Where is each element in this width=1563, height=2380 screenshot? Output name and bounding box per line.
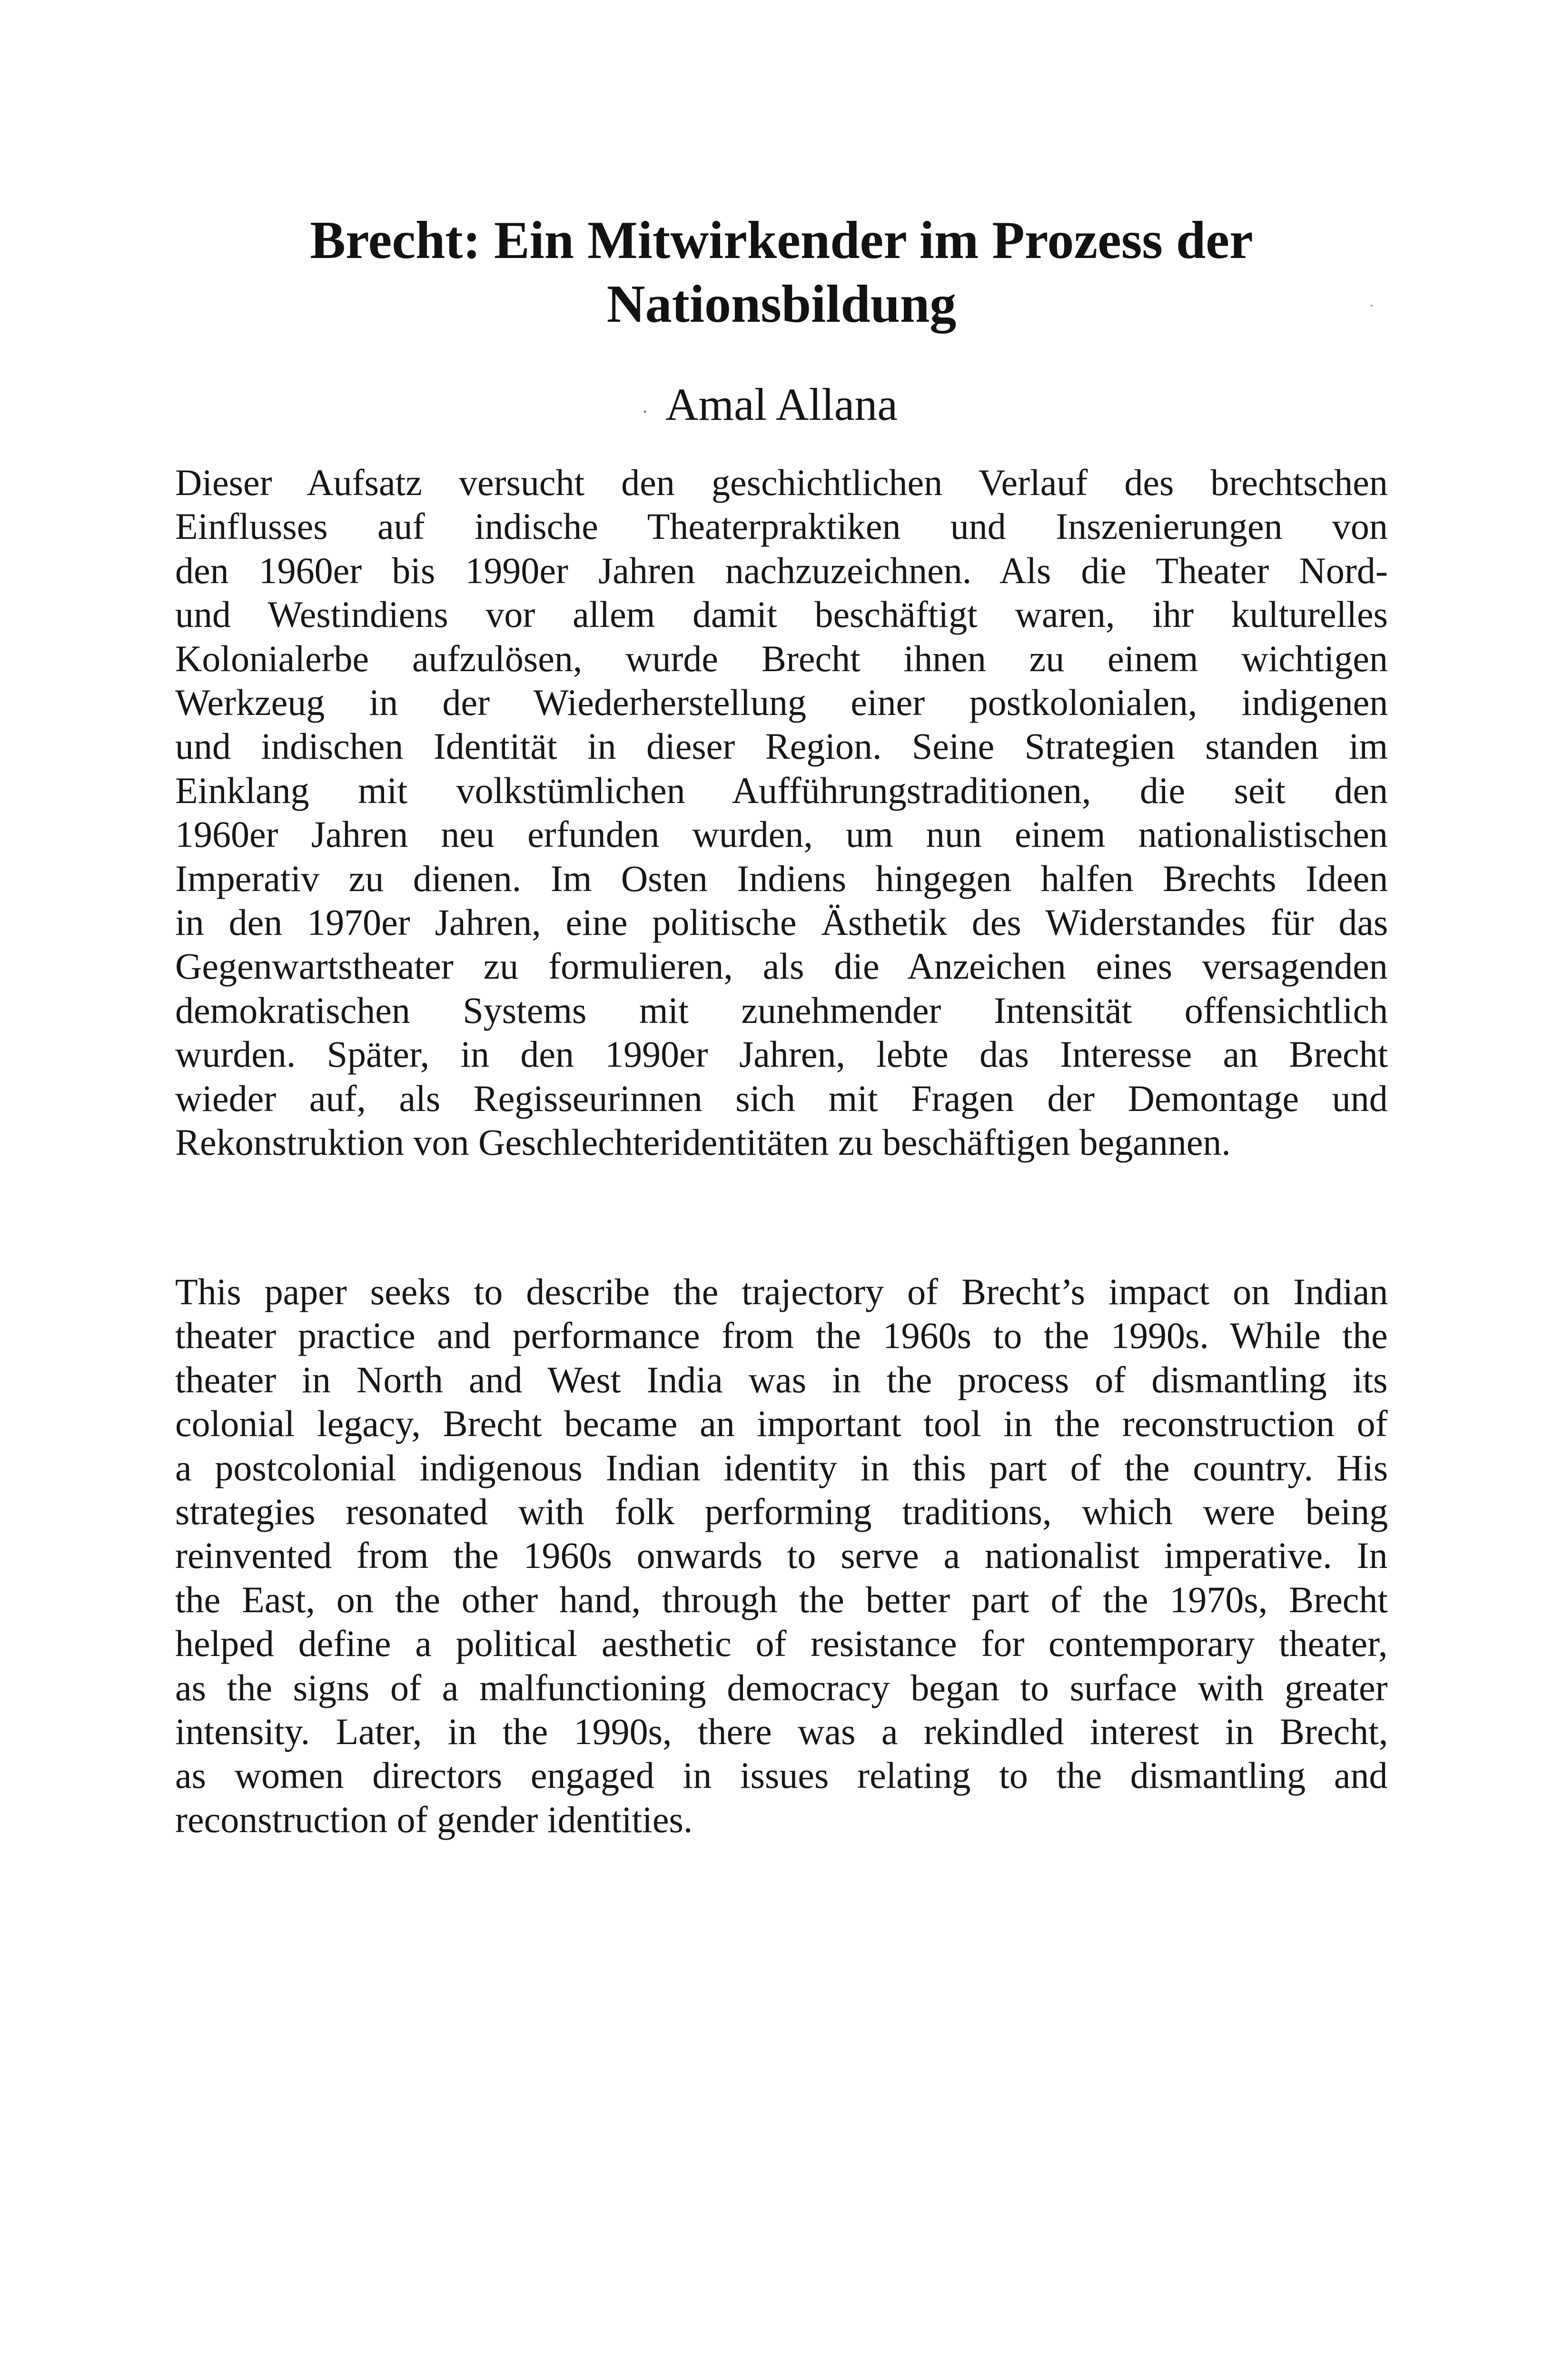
abstract-line: wieder auf, als Regisseurinnen sich mit Fragen der Demontage und: [175, 1077, 1388, 1119]
title-line: Brecht: Ein Mitwirkender im Prozess der: [310, 211, 1253, 270]
abstract-line: Imperativ zu dienen. Im Osten Indiens hingegen halfen Brechts Ideen: [175, 857, 1388, 899]
abstract-line: Einklang mit volkstümlichen Aufführungstraditionen, die seit den: [175, 769, 1388, 811]
scan-speck: [643, 410, 646, 413]
abstract-line: reconstruction of gender identities.: [175, 1798, 693, 1840]
abstract-line: strategies resonated with folk performing traditions, which were being: [175, 1491, 1388, 1533]
abstract-line: wurden. Später, in den 1990er Jahren, lebte das Interesse an Brecht: [175, 1033, 1388, 1075]
abstract-line: Rekonstruktion von Geschlechteridentitäten zu beschäftigen begannen.: [175, 1121, 1231, 1163]
abstract-line: intensity. Later, in the 1990s, there was a rekindled interest in Brecht,: [175, 1711, 1388, 1753]
abstract-line: the East, on the other hand, through the better part of the 1970s, Brecht: [175, 1578, 1388, 1620]
title-line: Nationsbildung: [606, 275, 957, 334]
abstract-english: [175, 1270, 1388, 1842]
abstract-line: helped define a political aesthetic of resistance for contemporary theater,: [175, 1623, 1388, 1665]
abstract-line: Gegenwartstheater zu formulieren, als die Anzeichen eines versagenden: [175, 945, 1388, 987]
abstract-line: reinvented from the 1960s onwards to serve a nationalist imperative. In: [175, 1535, 1388, 1577]
abstract-line: theater practice and performance from the 1960s to the 1990s. While the: [175, 1315, 1388, 1357]
abstract-line: as women directors engaged in issues relating to the dismantling and: [175, 1755, 1388, 1796]
abstract-line: Dieser Aufsatz versucht den geschichtlichen Verlauf des brechtschen: [175, 462, 1388, 503]
author-name: Amal Allana: [665, 379, 898, 430]
abstract-line: theater in North and West India was in the process of dismantling its: [175, 1359, 1388, 1400]
abstract-line: as the signs of a malfunctioning democracy began to surface with greater: [175, 1666, 1388, 1708]
abstract-line: den 1960er bis 1990er Jahren nachzuzeichnen. Als die Theater Nord-: [175, 549, 1388, 591]
abstract-line: demokratischen Systems mit zunehmender Intensität offensichtlich: [175, 989, 1388, 1031]
abstract-line: Kolonialerbe aufzulösen, wurde Brecht ihnen zu einem wichtigen: [175, 637, 1388, 679]
abstract-line: colonial legacy, Brecht became an important tool in the reconstruction of: [175, 1403, 1388, 1445]
abstract-german: [175, 461, 1388, 1165]
abstract-line: und Westindiens vor allem damit beschäftigt waren, ihr kulturelles: [175, 594, 1388, 635]
abstract-line: und indischen Identität in dieser Region. Seine Strategien standen im: [175, 725, 1388, 767]
scan-speck: [1371, 305, 1373, 307]
abstract-line: a postcolonial indigenous Indian identity in this part of the country. His: [175, 1447, 1388, 1488]
abstract-line: in den 1970er Jahren, eine politische Ästhetik des Widerstandes für das: [175, 902, 1388, 943]
abstract-line: Einflusses auf indische Theaterpraktiken und Inszenierungen von: [175, 506, 1388, 547]
abstract-line: This paper seeks to describe the trajectory of Brecht’s impact on Indian: [175, 1271, 1388, 1312]
abstract-line: Werkzeug in der Wiederherstellung einer postkolonialen, indigenen: [175, 682, 1388, 724]
abstract-line: 1960er Jahren neu erfunden wurden, um nun einem nationalistischen: [175, 813, 1388, 855]
article-title: [171, 208, 1392, 336]
